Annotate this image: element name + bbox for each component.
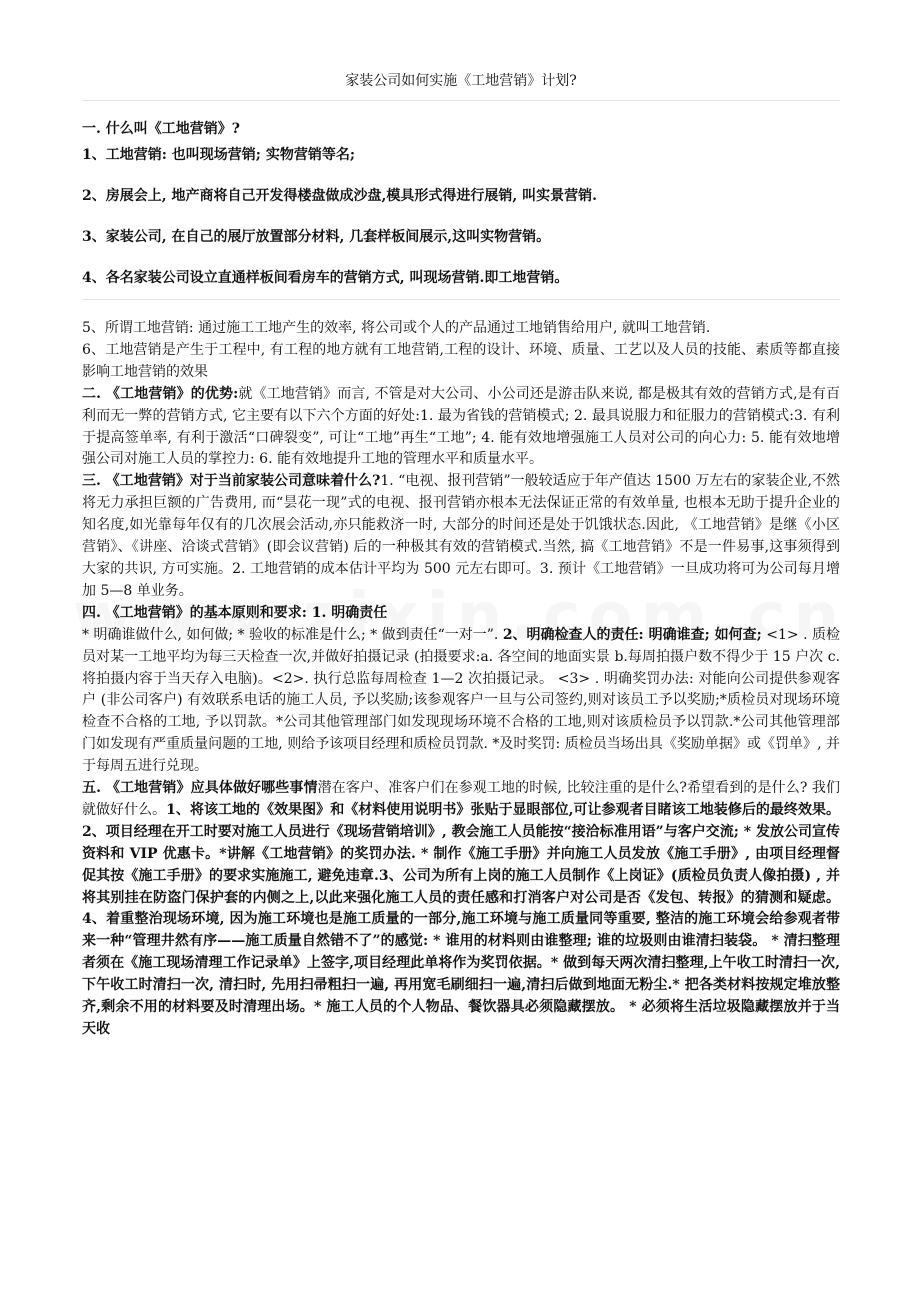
paragraph-meaning xyxy=(82,471,840,602)
paragraph-5: 5、所谓工地营销: 通过施工工地产生的效率, 将公司或个人的产品通过工地销售给用户, 就叫工地营销. xyxy=(82,320,711,336)
section-one-item: 3、家装公司, 在自己的展厅放置部分材料, 几套样板间展示,这叫实物营销。 xyxy=(82,229,551,245)
section-one-item: 2、房展会上, 地产商将自己开发得楼盘做成沙盘,模具形式得进行展销, 叫实景营销. xyxy=(82,188,597,204)
principles-text-c: <1> . 质检员对某一工地平均为每三天检查一次,并做好拍摄记录 (拍摄要求:a. 各空间的地面实景 b.每周拍摄户数不得少于 15 户次 c.将拍摄内容于当天存入电脑)。<2>. 执行总监每周检查 1—2 次拍摄记录。 <3> . 明确奖罚办法: 对能向公司提供参观客户 (非公司客户) 有效联系电话的施工人员, 予以奖励;该参观客户一旦与公司签约,则对该员工予以奖励;*质检员对现场环境检查不合格的工地, 予以罚款。*公司其他管理部门如发现现场环境不合格的工地,则对该质检员予以罚款.*公司其他管理部门如发现有严重质量问题的工地, 则给予该项目经理和质检员罚款. *及时奖罚: 质检员当场出具《奖励单据》或《罚单》, 并于每周五进行兑现。 xyxy=(82,626,840,775)
document-body xyxy=(82,300,840,1041)
paragraph-6: 6、工地营销是产生于工程中, 有工程的地方就有工地营销,工程的设计、环境、质量、工艺以及人员的技能、素质等都直接影响工地营销的效果 xyxy=(82,341,840,380)
paragraph-principles-heading xyxy=(82,603,840,625)
heading-principles: 四. 《工地营销》的基本原则和要求: 1. 明确责任 xyxy=(82,604,388,621)
document-title: 家装公司如何实施《工地营销》计划? xyxy=(345,73,577,89)
paragraph-tasks xyxy=(82,778,840,1041)
section-one-item: 1、工地营销: 也叫现场营销; 实物营销等名; xyxy=(82,147,355,163)
heading-advantages: 二. 《工地营销》的优势: xyxy=(82,385,239,402)
heading-tasks: 五. 《工地营销》应具体做好哪些事情 xyxy=(82,780,318,797)
meaning-text: 1. “电视、报刊营销”一般较适应于年产值达 1500 万左右的家装企业,不然将无力承担巨额的广告费用, 而“昙花一现”式的电视、报刊营销亦根本无法保证正常的有效单量, 也根本无助于提升企业的知名度,如光靠每年仅有的几次展会活动,亦只能救济一时, 大部分的时间还是处于饥饿状态.因此, 《工地营销》是继《小区营销》、《讲座、洽谈式营销》(即会议营销) 后的一种极其有效的营销模式.当然, 搞《工地营销》不是一件易事,这事须得到大家的共识, 方可实施。2. 工地营销的成本估计平均为 500 元左右即可。3. 预计《工地营销》一旦成功将可为公司每月增加 5—8 单业务。 xyxy=(82,473,840,599)
paragraph-advantages xyxy=(82,384,840,472)
tasks-text: 1、将该工地的《效果图》和《材料使用说明书》张贴于显眼部位,可让参观者目睹该工地装修后的最终效果。2、项目经理在开工时要对施工人员进行《现场营销培训》, 教会施工人员能按“接洽标准用语”与客户交流; * 发放公司宣传资料和 VIP 优惠卡。*讲解《工地营销》的奖罚办法. * 制作《施工手册》并向施工人员发放《施工手册》, 由项目经理督促其按《施工手册》的要求实施施工, 避免违章.3、公司为所有上岗的施工人员制作《上岗证》(质检员负责人像拍摄) , 并将其别挂在防盗门保护套的内侧之上,以此来强化施工人员的责任感和打消客户对公司是否《发包、转报》的猜测和疑虑。4、着重整治现场环境, 因为施工环境也是施工质量的一部分,施工环境与施工质量同等重要, 整洁的施工环境会给参观者带来一种“管理井然有序——施工质量自然错不了”的感觉: * 谁用的材料则由谁整理; 谁的垃圾则由谁清扫装袋。 * 清扫整理者须在《施工现场清理工作记录单》上签字,项目经理此单将作为奖罚依据。* 做到每天两次清扫整理,上午收工时清扫一次, 下午收工时清扫一次, 清扫时, 先用扫帚粗扫一遍, 再用宽毛刷细扫一遍,清扫后做到地面无粉尘.* 把各类材料按规定堆放整齐,剩余不用的材料要及时清理出场。* 施工人员的个人物品、餐饮器具必须隐藏摆放。 * 必须将生活垃圾隐藏摆放并于当天收 xyxy=(82,801,840,1037)
advantages-text: 就《工地营销》而言, 不管是对大公司、小公司还是游击队来说, 都是极其有效的营销方式,是有百利而无一弊的营销方式, 它主要有以下六个方面的好处:1. 最为省钱的营销模式; 2. 最具说服力和征服力的营销模式:3. 有利于提高签单率, 有利于激活“口碑裂变”, 可让“工地”再生“工地”; 4. 能有效地增强施工人员对公司的向心力: 5. 能有效地增强公司对施工人员的掌控力: 6. 能有效地提升工地的管理水平和质量水平。 xyxy=(82,385,840,468)
heading-meaning: 三. 《工地营销》对于当前家装公司意味着什么? xyxy=(82,473,381,490)
section-one xyxy=(82,101,840,291)
paragraph-principles xyxy=(82,625,840,778)
tasks-intro: 潜在客户、准客户们在参观工地的时候, 比较注重的是什么?希望看到的是什么? 我们就做好什么。 xyxy=(82,780,840,818)
principles-text-a: * 明确谁做什么, 如何做; * 验收的标准是什么; * 做到责任“一对一”. xyxy=(82,626,503,643)
principles-bold: 2、明确检查人的责任: 明确谁查; 如何查; xyxy=(502,626,762,643)
section-one-item: 4、各名家装公司设立直通样板间看房车的营销方式, 叫现场营销.即工地营销。 xyxy=(82,270,569,286)
section-one-heading: 一. 什么叫《工地营销》? xyxy=(82,121,240,137)
